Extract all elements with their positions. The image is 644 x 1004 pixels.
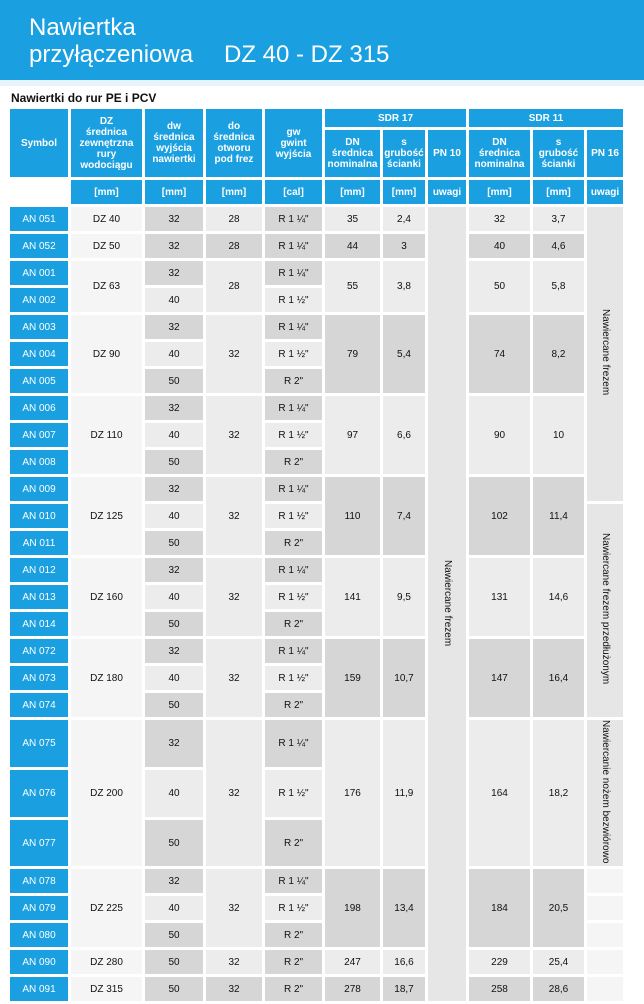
dw-cell: 32 <box>145 477 203 501</box>
dz-cell: DZ 90 <box>71 315 142 393</box>
pn16-blank <box>587 896 623 920</box>
symbol-cell: AN 005 <box>10 369 68 393</box>
s17-cell: 18,7 <box>383 977 425 1001</box>
symbol-cell: AN 074 <box>10 693 68 717</box>
s11-cell: 3,7 <box>533 207 584 231</box>
dz-cell: DZ 160 <box>71 558 142 636</box>
s11-cell: 14,6 <box>533 558 584 636</box>
dz-cell: DZ 180 <box>71 639 142 717</box>
symbol-cell: AN 010 <box>10 504 68 528</box>
header-dw: dw średnica wyjścia nawiertki <box>145 109 203 177</box>
pn16-blank <box>587 950 623 974</box>
header-dn11: DN średnica nominalna <box>469 130 530 177</box>
dw-cell: 32 <box>145 315 203 339</box>
do-cell: 28 <box>206 261 262 312</box>
symbol-cell: AN 075 <box>10 720 68 767</box>
gw-cell: R 1 ¼" <box>265 261 322 285</box>
do-cell: 32 <box>206 720 262 866</box>
gw-cell: R 1 ¼" <box>265 558 322 582</box>
symbol-cell: AN 077 <box>10 820 68 867</box>
symbol-cell: AN 012 <box>10 558 68 582</box>
table-row <box>10 869 623 893</box>
table-row <box>10 977 623 1001</box>
pn16-note <box>587 720 623 866</box>
header-pn16: PN 16 <box>587 130 623 177</box>
do-cell: 32 <box>206 639 262 717</box>
table-row <box>10 207 623 231</box>
title-banner <box>0 0 644 86</box>
dn17-cell: 44 <box>325 234 380 258</box>
unit-s17: [mm] <box>383 180 425 204</box>
dn11-cell: 258 <box>469 977 530 1001</box>
table-row <box>10 558 623 582</box>
table-row <box>10 950 623 974</box>
dn17-cell: 159 <box>325 639 380 717</box>
s11-cell: 8,2 <box>533 315 584 393</box>
dw-cell: 32 <box>145 869 203 893</box>
s11-cell: 16,4 <box>533 639 584 717</box>
do-cell: 32 <box>206 869 262 947</box>
header-dn17: DN średnica nominalna <box>325 130 380 177</box>
dn17-cell: 55 <box>325 261 380 312</box>
table-row <box>10 234 623 258</box>
dn11-cell: 102 <box>469 477 530 555</box>
pn16-blank <box>587 977 623 1001</box>
title-line-1: Nawiertka <box>29 14 136 41</box>
header-dz: DZ średnica zewnętrzna rury wodociągu <box>71 109 142 177</box>
gw-cell: R 1 ¼" <box>265 207 322 231</box>
spec-table-body <box>10 207 623 1001</box>
symbol-cell: AN 011 <box>10 531 68 555</box>
symbol-cell: AN 014 <box>10 612 68 636</box>
gw-cell: R 2" <box>265 977 322 1001</box>
do-cell: 28 <box>206 207 262 231</box>
pn16-note <box>587 504 623 717</box>
gw-cell: R 1 ¼" <box>265 639 322 663</box>
dn11-cell: 184 <box>469 869 530 947</box>
spec-table-container <box>10 106 640 1004</box>
s17-cell: 3 <box>383 234 425 258</box>
symbol-cell: AN 013 <box>10 585 68 609</box>
gw-cell: R 2" <box>265 950 322 974</box>
dz-cell: DZ 50 <box>71 234 142 258</box>
symbol-cell: AN 001 <box>10 261 68 285</box>
unit-dz: [mm] <box>71 180 142 204</box>
table-row <box>10 261 623 285</box>
dw-cell: 32 <box>145 720 203 767</box>
s11-cell: 18,2 <box>533 720 584 866</box>
dw-cell: 40 <box>145 288 203 312</box>
symbol-cell: AN 009 <box>10 477 68 501</box>
gw-cell: R 1 ½" <box>265 423 322 447</box>
dw-cell: 40 <box>145 666 203 690</box>
gw-cell: R 2" <box>265 369 322 393</box>
dn17-cell: 141 <box>325 558 380 636</box>
dn11-cell: 32 <box>469 207 530 231</box>
title-line-2: przyłączeniowa <box>29 41 194 68</box>
s17-cell: 13,4 <box>383 869 425 947</box>
dw-cell: 50 <box>145 612 203 636</box>
symbol-cell: AN 080 <box>10 923 68 947</box>
dw-cell: 50 <box>145 977 203 1001</box>
symbol-cell: AN 091 <box>10 977 68 1001</box>
symbol-cell: AN 002 <box>10 288 68 312</box>
header-sdr11: SDR 11 <box>469 109 623 127</box>
do-cell: 32 <box>206 315 262 393</box>
unit-dn11: [mm] <box>469 180 530 204</box>
dw-cell: 40 <box>145 504 203 528</box>
unit-dn17: [mm] <box>325 180 380 204</box>
dz-cell: DZ 200 <box>71 720 142 866</box>
s11-cell: 28,6 <box>533 977 584 1001</box>
dn11-cell: 229 <box>469 950 530 974</box>
s11-cell: 4,6 <box>533 234 584 258</box>
unit-do: [mm] <box>206 180 262 204</box>
unit-pn10: uwagi <box>428 180 466 204</box>
dn11-cell: 164 <box>469 720 530 866</box>
dn11-cell: 90 <box>469 396 530 474</box>
header-s17: s grubość ścianki <box>383 130 425 177</box>
do-cell: 32 <box>206 950 262 974</box>
dw-cell: 50 <box>145 693 203 717</box>
dn11-cell: 131 <box>469 558 530 636</box>
pn10-note <box>428 207 466 1001</box>
spec-table <box>7 106 626 1004</box>
dw-cell: 50 <box>145 450 203 474</box>
dn17-cell: 176 <box>325 720 380 866</box>
s17-cell: 9,5 <box>383 558 425 636</box>
dz-cell: DZ 63 <box>71 261 142 312</box>
pn10-note-text: Nawiercane frezem <box>442 559 453 646</box>
gw-cell: R 1 ¼" <box>265 396 322 420</box>
s17-cell: 16,6 <box>383 950 425 974</box>
dn11-cell: 74 <box>469 315 530 393</box>
gw-cell: R 1 ½" <box>265 770 322 817</box>
s17-cell: 3,8 <box>383 261 425 312</box>
symbol-cell: AN 079 <box>10 896 68 920</box>
symbol-cell: AN 078 <box>10 869 68 893</box>
dw-cell: 32 <box>145 207 203 231</box>
s11-cell: 5,8 <box>533 261 584 312</box>
symbol-cell: AN 004 <box>10 342 68 366</box>
header-s11: s grubość ścianki <box>533 130 584 177</box>
do-cell: 32 <box>206 977 262 1001</box>
gw-cell: R 1 ¼" <box>265 869 322 893</box>
table-row <box>10 477 623 501</box>
pn16-note <box>587 207 623 501</box>
symbol-cell: AN 051 <box>10 207 68 231</box>
do-cell: 32 <box>206 396 262 474</box>
dw-cell: 50 <box>145 531 203 555</box>
s11-cell: 11,4 <box>533 477 584 555</box>
header-gw: gw gwint wyjścia <box>265 109 322 177</box>
gw-cell: R 1 ½" <box>265 585 322 609</box>
dz-cell: DZ 110 <box>71 396 142 474</box>
gw-cell: R 1 ½" <box>265 342 322 366</box>
pn16-note-text: Nawiercane frezem przedłużonym <box>600 533 611 685</box>
symbol-cell: AN 003 <box>10 315 68 339</box>
s17-cell: 10,7 <box>383 639 425 717</box>
table-row <box>10 396 623 420</box>
dn11-cell: 50 <box>469 261 530 312</box>
dn17-cell: 198 <box>325 869 380 947</box>
dn17-cell: 79 <box>325 315 380 393</box>
dn11-cell: 147 <box>469 639 530 717</box>
symbol-cell: AN 076 <box>10 770 68 817</box>
pn16-blank <box>587 923 623 947</box>
symbol-cell: AN 052 <box>10 234 68 258</box>
dw-cell: 32 <box>145 558 203 582</box>
dw-cell: 40 <box>145 585 203 609</box>
do-cell: 32 <box>206 558 262 636</box>
dn11-cell: 40 <box>469 234 530 258</box>
unit-dw: [mm] <box>145 180 203 204</box>
pn16-note-text: Nawiercane frezem <box>600 309 611 396</box>
symbol-cell: AN 073 <box>10 666 68 690</box>
dn17-cell: 247 <box>325 950 380 974</box>
do-cell: 28 <box>206 234 262 258</box>
pn16-blank <box>587 869 623 893</box>
symbol-cell: AN 072 <box>10 639 68 663</box>
dn17-cell: 278 <box>325 977 380 1001</box>
dw-cell: 32 <box>145 396 203 420</box>
dw-cell: 32 <box>145 261 203 285</box>
gw-cell: R 1 ½" <box>265 896 322 920</box>
dw-cell: 40 <box>145 896 203 920</box>
header-pn10: PN 10 <box>428 130 466 177</box>
unit-gw: [cal] <box>265 180 322 204</box>
s17-cell: 2,4 <box>383 207 425 231</box>
dw-cell: 32 <box>145 639 203 663</box>
do-cell: 32 <box>206 477 262 555</box>
gw-cell: R 1 ½" <box>265 288 322 312</box>
dw-cell: 50 <box>145 820 203 867</box>
pn16-note-text: Nawiercanie nożem bezwiórowo <box>600 720 611 864</box>
unit-s11: [mm] <box>533 180 584 204</box>
s17-cell: 7,4 <box>383 477 425 555</box>
dz-cell: DZ 280 <box>71 950 142 974</box>
dw-cell: 40 <box>145 342 203 366</box>
dw-cell: 50 <box>145 369 203 393</box>
gw-cell: R 1 ¼" <box>265 477 322 501</box>
gw-cell: R 2" <box>265 693 322 717</box>
dz-cell: DZ 315 <box>71 977 142 1001</box>
dn17-cell: 110 <box>325 477 380 555</box>
gw-cell: R 2" <box>265 450 322 474</box>
table-subtitle: Nawiertki do rur PE i PCV <box>11 91 157 105</box>
gw-cell: R 2" <box>265 923 322 947</box>
symbol-cell: AN 008 <box>10 450 68 474</box>
header-do: do średnica otworu pod frez <box>206 109 262 177</box>
dw-cell: 32 <box>145 234 203 258</box>
dw-cell: 50 <box>145 950 203 974</box>
gw-cell: R 1 ¼" <box>265 720 322 767</box>
s11-cell: 20,5 <box>533 869 584 947</box>
symbol-cell: AN 090 <box>10 950 68 974</box>
dn17-cell: 35 <box>325 207 380 231</box>
dw-cell: 40 <box>145 770 203 817</box>
gw-cell: R 2" <box>265 531 322 555</box>
gw-cell: R 1 ¼" <box>265 234 322 258</box>
title-range: DZ 40 - DZ 315 <box>224 41 390 68</box>
gw-cell: R 1 ½" <box>265 666 322 690</box>
unit-pn16: uwagi <box>587 180 623 204</box>
dz-cell: DZ 225 <box>71 869 142 947</box>
gw-cell: R 1 ½" <box>265 504 322 528</box>
dz-cell: DZ 40 <box>71 207 142 231</box>
symbol-cell: AN 007 <box>10 423 68 447</box>
gw-cell: R 2" <box>265 820 322 867</box>
s17-cell: 5,4 <box>383 315 425 393</box>
table-row <box>10 720 623 767</box>
s17-cell: 11,9 <box>383 720 425 866</box>
s17-cell: 6,6 <box>383 396 425 474</box>
header-symbol: Symbol <box>10 109 68 177</box>
dn17-cell: 97 <box>325 396 380 474</box>
symbol-cell: AN 006 <box>10 396 68 420</box>
gw-cell: R 1 ¼" <box>265 315 322 339</box>
gw-cell: R 2" <box>265 612 322 636</box>
dw-cell: 50 <box>145 923 203 947</box>
table-row <box>10 639 623 663</box>
header-sdr17: SDR 17 <box>325 109 466 127</box>
s11-cell: 10 <box>533 396 584 474</box>
dz-cell: DZ 125 <box>71 477 142 555</box>
dw-cell: 40 <box>145 423 203 447</box>
table-row <box>10 315 623 339</box>
s11-cell: 25,4 <box>533 950 584 974</box>
